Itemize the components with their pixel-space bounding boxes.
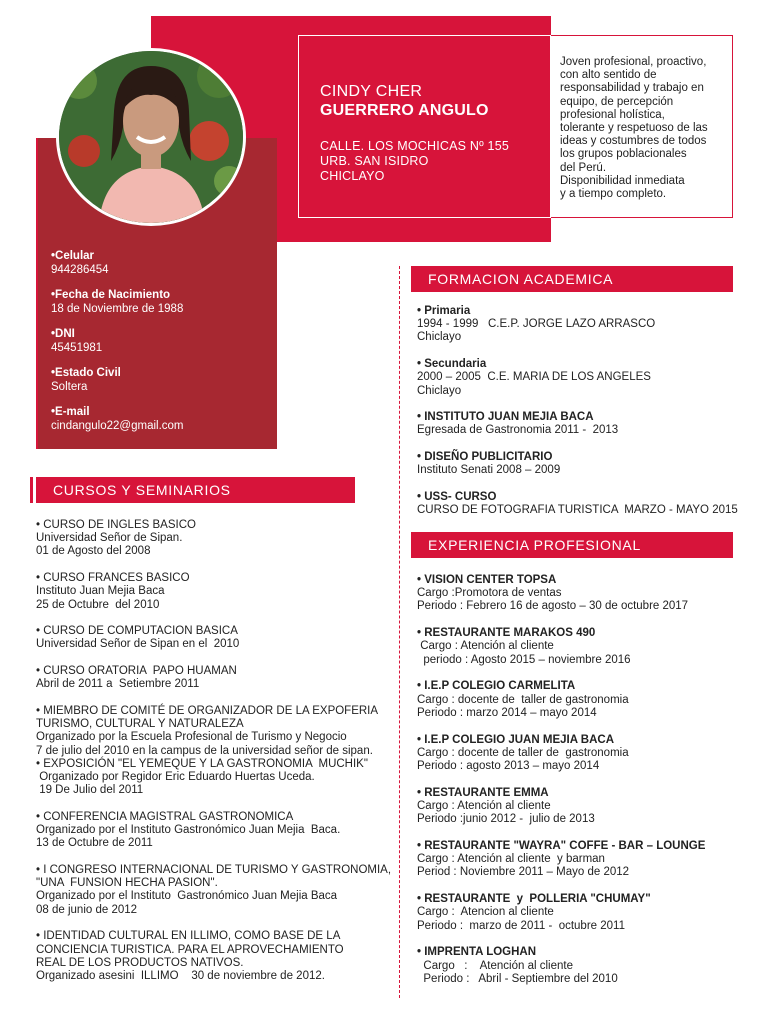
entry-title: • CURSO DE INGLES BASICO bbox=[36, 519, 196, 531]
contact-item bbox=[51, 328, 184, 355]
formacion-entry bbox=[417, 305, 737, 345]
formacion-entry bbox=[417, 451, 737, 477]
cursos-list bbox=[36, 519, 398, 997]
entry-line: Universidad Señor de Sipan en el 2010 bbox=[36, 638, 240, 651]
entry-line: Periodo : marzo de 2011 - octubre 2011 bbox=[417, 919, 625, 932]
contact-label: •Celular bbox=[51, 250, 95, 262]
entry-title: • I.E.P COLEGIO CARMELITA bbox=[417, 680, 576, 693]
contact-value: 18 de Noviembre de 1988 bbox=[51, 302, 184, 315]
entry-line: Organizado por el Instituto Gastronómico Juan Mejia Baca. bbox=[36, 824, 341, 837]
contact-item bbox=[51, 367, 184, 394]
name-box bbox=[298, 35, 551, 218]
profile-line: y a tiempo completo. bbox=[560, 188, 667, 201]
entry-line: Cargo : Atencion al cliente bbox=[417, 906, 554, 919]
entry-line: Organizado por Regidor Eric Eduardo Huertas Uceda. bbox=[36, 771, 315, 784]
entry-line: 1994 - 1999 C.E.P. JORGE LAZO ARRASCO bbox=[417, 318, 656, 331]
entry-title: • INSTITUTO JUAN MEJIA BACA bbox=[417, 411, 594, 424]
entry-line: Cargo : Atención al cliente y barman bbox=[417, 853, 605, 866]
entry-line: Chiclayo bbox=[417, 331, 462, 344]
section-header-experiencia bbox=[411, 532, 733, 558]
entry-line: periodo : Agosto 2015 – noviembre 2016 bbox=[417, 653, 631, 666]
address-line: URB. SAN ISIDRO bbox=[320, 154, 429, 168]
contact-item bbox=[51, 250, 184, 277]
entry-line: Organizado asesini ILLIMO 30 de noviembre de 2012. bbox=[36, 969, 325, 982]
entry-title: • I CONGRESO INTERNACIONAL DE TURISMO Y GASTRONOMIA, bbox=[36, 864, 392, 877]
experiencia-entry bbox=[417, 627, 737, 667]
formacion-entry bbox=[417, 358, 737, 398]
entry-title: • USS- CURSO bbox=[417, 491, 497, 504]
contact-item bbox=[51, 406, 184, 433]
entry-line: REAL DE LOS PRODUCTOS NATIVOS. bbox=[36, 956, 244, 969]
contact-label: •E-mail bbox=[51, 406, 90, 418]
experiencia-entry bbox=[417, 840, 737, 880]
entry-line: 7 de julio del 2010 en la campus de la universidad señor de sipan. bbox=[36, 744, 373, 757]
entry-line: Cargo : docente de taller de gastronomia bbox=[417, 746, 629, 759]
entry-line: Organizado por la Escuela Profesional de Turismo y Negocio bbox=[36, 731, 347, 744]
entry-line: Cargo : Atención al cliente bbox=[417, 959, 573, 972]
contact-panel-accent bbox=[36, 138, 38, 449]
contact-value: 45451981 bbox=[51, 341, 103, 354]
address-line: CALLE. LOS MOCHICAS Nº 155 bbox=[320, 139, 509, 153]
entry-title: • VISION CENTER TOPSA bbox=[417, 574, 557, 586]
entry-title: • RESTAURANTE MARAKOS 490 bbox=[417, 627, 596, 640]
first-name: CINDY CHER bbox=[320, 83, 423, 100]
contact-value: cindangulo22@gmail.com bbox=[51, 419, 184, 432]
experiencia-list bbox=[417, 574, 737, 1000]
contact-value: Soltera bbox=[51, 380, 88, 393]
cursos-entry bbox=[36, 519, 398, 559]
address-line: CHICLAYO bbox=[320, 169, 385, 183]
profile-line: tolerante y respetuoso de las bbox=[560, 122, 708, 135]
entry-title: • RESTAURANTE y POLLERIA "CHUMAY" bbox=[417, 893, 651, 906]
entry-line: Periodo :junio 2012 - julio de 2013 bbox=[417, 813, 595, 826]
entry-title: • CONFERENCIA MAGISTRAL GASTRONOMICA bbox=[36, 810, 294, 823]
section-header-formacion bbox=[411, 266, 733, 292]
entry-line: Chiclayo bbox=[417, 384, 462, 397]
last-name: GUERRERO ANGULO bbox=[320, 102, 489, 119]
entry-line: Periodo : Abril - Septiembre del 2010 bbox=[417, 972, 618, 985]
entry-line: 2000 – 2005 C.E. MARIA DE LOS ANGELES bbox=[417, 371, 651, 384]
formacion-entry bbox=[417, 491, 737, 517]
entry-title: • MIEMBRO DE COMITÉ DE ORGANIZADOR DE LA EXPOFERIA bbox=[36, 705, 379, 718]
profile-line: equipo, de percepción bbox=[560, 95, 674, 108]
entry-line: CONCIENCIA TURISTICA. PARA EL APROVECHAMIENTO bbox=[36, 943, 344, 956]
cursos-entry bbox=[36, 572, 398, 612]
entry-line: Cargo : Atención al cliente bbox=[417, 800, 551, 813]
profile-line: Joven profesional, proactivo, bbox=[560, 56, 707, 68]
entry-line: Cargo :Promotora de ventas bbox=[417, 587, 562, 600]
entry-title: • CURSO DE COMPUTACION BASICA bbox=[36, 625, 238, 638]
profile-line: responsabilidad y trabajo en bbox=[560, 82, 704, 95]
experiencia-entry bbox=[417, 787, 737, 827]
entry-line: • EXPOSICIÓN "EL YEMEQUE Y LA GASTRONOMIA MUCHIK" bbox=[36, 757, 368, 770]
cursos-entry bbox=[36, 665, 398, 691]
entry-title: • IMPRENTA LOGHAN bbox=[417, 946, 537, 959]
section-title: EXPERIENCIA PROFESIONAL bbox=[428, 537, 641, 553]
entry-line: Abril de 2011 a Setiembre 2011 bbox=[36, 678, 200, 691]
contact-list bbox=[51, 250, 184, 445]
entry-line: 19 De Julio del 2011 bbox=[36, 784, 144, 797]
formacion-entry bbox=[417, 411, 737, 437]
portrait-illustration bbox=[59, 51, 243, 223]
entry-line: CURSO DE FOTOGRAFIA TURISTICA MARZO - MAYO 2015 bbox=[417, 504, 738, 517]
contact-label: •Fecha de Nacimiento bbox=[51, 289, 171, 301]
contact-label: •Estado Civil bbox=[51, 367, 121, 379]
section-header-cursos bbox=[36, 477, 355, 503]
formacion-list bbox=[417, 305, 737, 531]
entry-line: Cargo : Atención al cliente bbox=[417, 640, 554, 653]
entry-title: • CURSO ORATORIA PAPO HUAMAN bbox=[36, 665, 237, 678]
profile-line: ideas y costumbres de todos bbox=[560, 135, 707, 148]
entry-line: TURISMO, CULTURAL Y NATURALEZA bbox=[36, 718, 244, 731]
entry-line: 08 de junio de 2012 bbox=[36, 903, 138, 916]
cursos-entry bbox=[36, 705, 398, 797]
entry-line: Organizado por el Instituto Gastronómico Juan Mejia Baca bbox=[36, 890, 338, 903]
cursos-entry bbox=[36, 930, 398, 983]
experiencia-entry bbox=[417, 680, 737, 720]
entry-line: "UNA FUNSION HECHA PASION". bbox=[36, 877, 218, 890]
profile-line: con alto sentido de bbox=[560, 69, 657, 82]
entry-line: 25 de Octubre del 2010 bbox=[36, 598, 160, 611]
experiencia-entry bbox=[417, 574, 737, 614]
column-divider bbox=[399, 266, 400, 998]
contact-label: •DNI bbox=[51, 328, 75, 340]
contact-item bbox=[51, 289, 184, 316]
entry-title: • RESTAURANTE EMMA bbox=[417, 786, 549, 799]
profile-line: del Perú. bbox=[560, 161, 607, 174]
address bbox=[320, 139, 550, 184]
entry-title: • RESTAURANTE "WAYRA" COFFE - BAR – LOUNGE bbox=[417, 840, 706, 853]
cursos-entry bbox=[36, 864, 398, 917]
entry-line: Universidad Señor de Sipan. bbox=[36, 532, 183, 545]
entry-line: Period : Noviembre 2011 – Mayo de 2012 bbox=[417, 866, 630, 879]
section-title: CURSOS Y SEMINARIOS bbox=[53, 482, 231, 498]
profile-line: Disponibilidad inmediata bbox=[560, 174, 685, 187]
entry-title: • IDENTIDAD CULTURAL EN ILLIMO, COMO BASE DE LA bbox=[36, 930, 341, 943]
entry-title: • Secundaria bbox=[417, 358, 487, 371]
entry-line: Cargo : docente de taller de gastronomia bbox=[417, 693, 629, 706]
entry-line: Periodo : agosto 2013 – mayo 2014 bbox=[417, 760, 600, 773]
entry-line: Instituto Juan Mejia Baca bbox=[36, 585, 165, 598]
entry-line: 13 de Octubre de 2011 bbox=[36, 837, 153, 850]
entry-line: Periodo : marzo 2014 – mayo 2014 bbox=[417, 706, 597, 719]
experiencia-entry bbox=[417, 734, 737, 774]
entry-line: 01 de Agosto del 2008 bbox=[36, 545, 151, 558]
section-title: FORMACION ACADEMICA bbox=[428, 271, 614, 287]
cursos-entry bbox=[36, 811, 398, 851]
entry-title: • Primaria bbox=[417, 305, 471, 317]
profile-line: profesional holística, bbox=[560, 108, 665, 121]
experiencia-entry bbox=[417, 946, 737, 986]
contact-value: 944286454 bbox=[51, 263, 109, 276]
profile-line: los grupos poblacionales bbox=[560, 148, 687, 161]
profile-summary bbox=[551, 35, 733, 218]
experiencia-entry bbox=[417, 893, 737, 933]
entry-title: • CURSO FRANCES BASICO bbox=[36, 572, 190, 585]
entry-title: • DISEÑO PUBLICITARIO bbox=[417, 451, 553, 464]
entry-line: Periodo : Febrero 16 de agosto – 30 de octubre 2017 bbox=[417, 600, 689, 613]
entry-title: • I.E.P COLEGIO JUAN MEJIA BACA bbox=[417, 733, 614, 746]
profile-photo bbox=[56, 48, 246, 226]
cursos-entry bbox=[36, 625, 398, 651]
entry-line: Instituto Senati 2008 – 2009 bbox=[417, 464, 561, 477]
entry-line: Egresada de Gastronomia 2011 - 2013 bbox=[417, 424, 619, 437]
section-header-bar bbox=[30, 477, 33, 503]
